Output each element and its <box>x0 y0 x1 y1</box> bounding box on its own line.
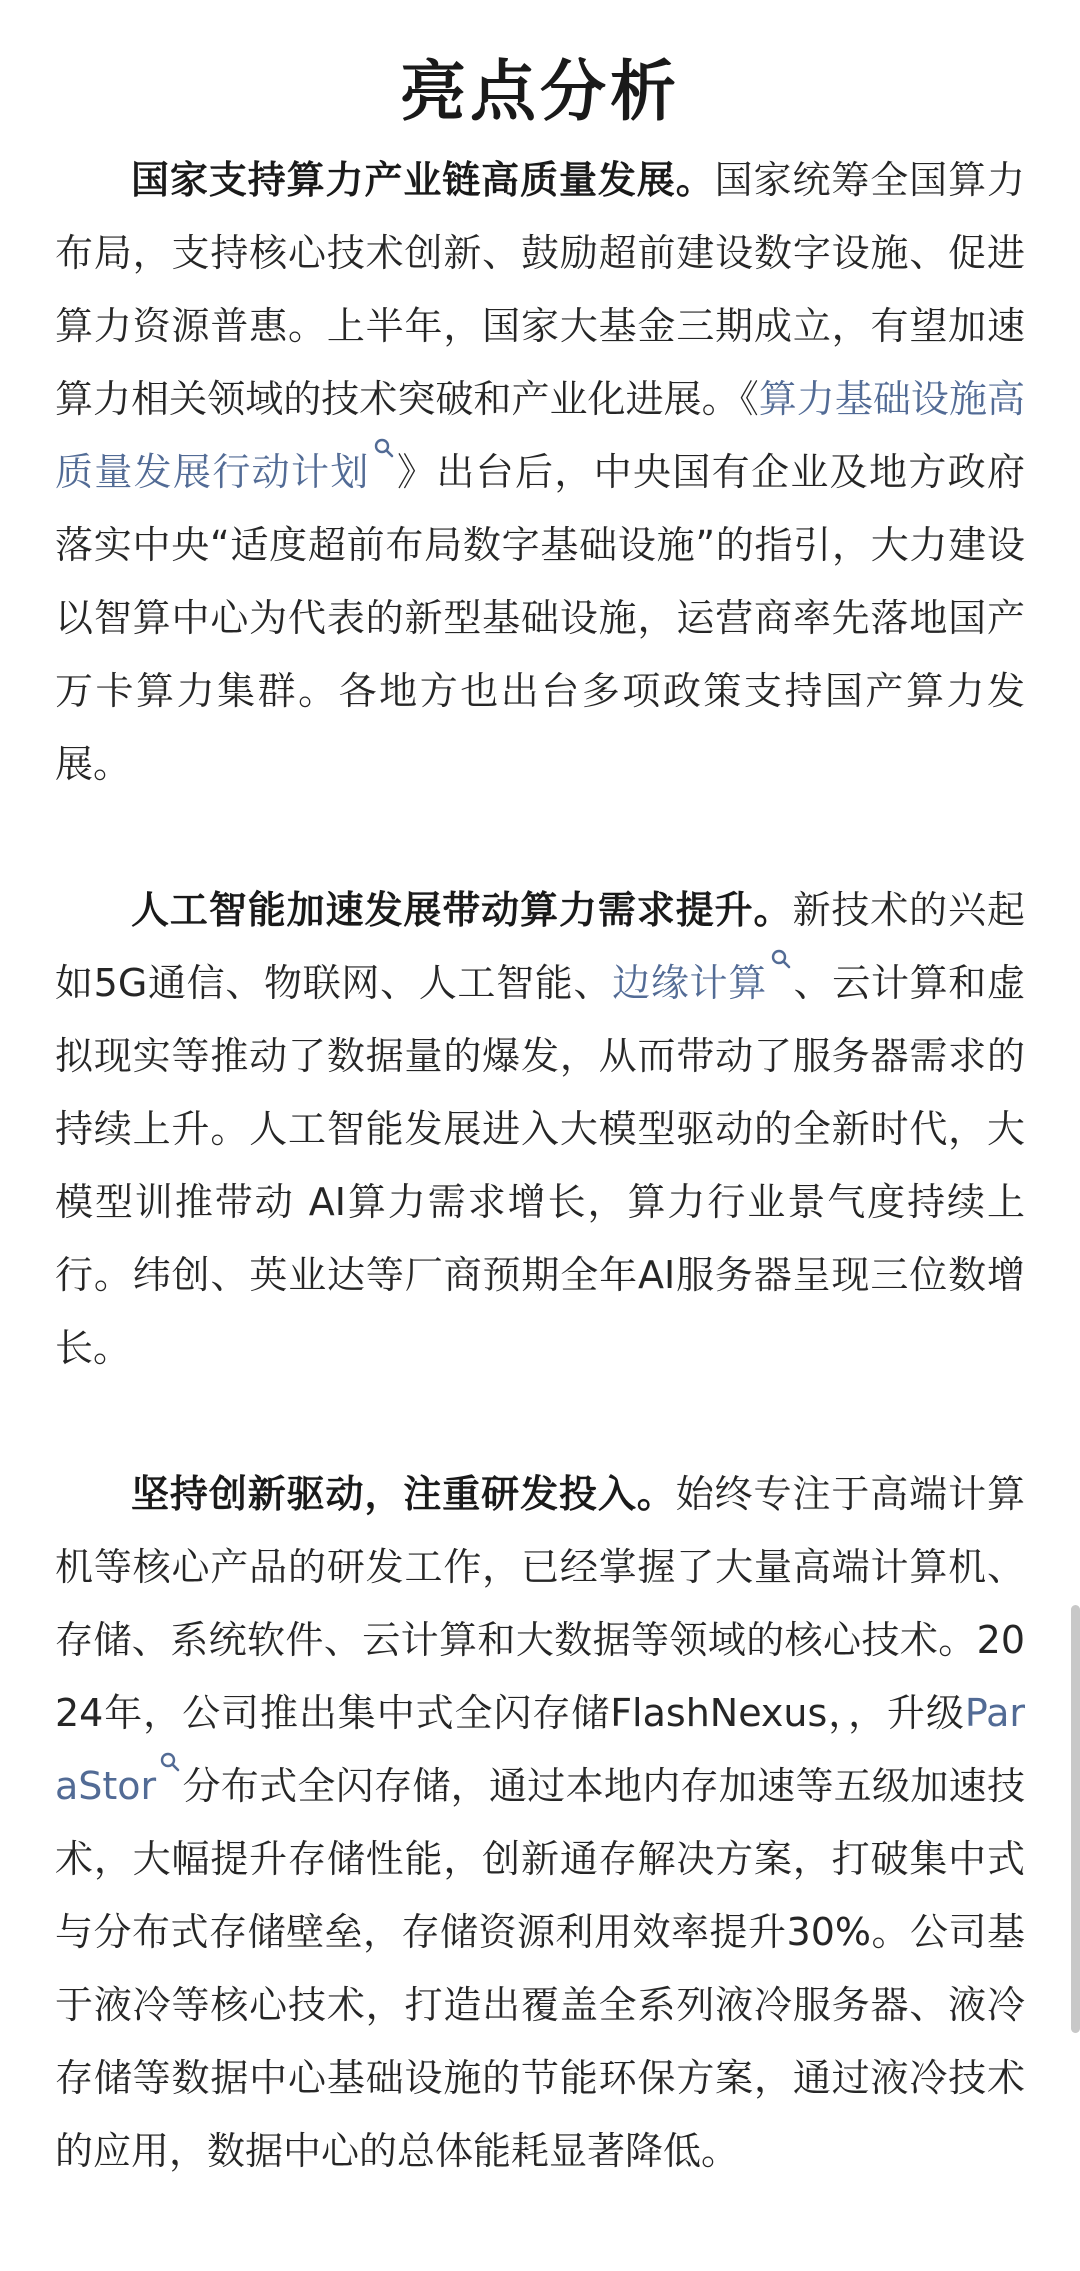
search-icon[interactable] <box>159 1751 181 1773</box>
search-icon[interactable] <box>770 948 792 970</box>
paragraph-innovation <box>55 1458 1025 2188</box>
paragraph-lead: 人工智能加速发展带动算力需求提升。 <box>131 888 793 932</box>
paragraph-lead: 国家支持算力产业链高质量发展。 <box>131 158 715 202</box>
search-icon[interactable] <box>373 437 395 459</box>
paragraph-text: 国家统筹全国算力布局，支持核心技术创新、鼓励超前建设数字设施、促进算力资源普惠。上半年，国家大基金三期成立，有望加速算力相关领域的技术突破和产业化进展。《 <box>55 158 1025 421</box>
paragraph-text: 始终专注于高端计算机等核心产品的研发工作，已经掌握了大量高端计算机、存储、系统软件、云计算和大数据等领域的核心技术。2024年，公司推出集中式全闪存储FlashNexus，，升级 <box>55 1472 1025 1735</box>
search-link-parastor[interactable]: ParaStor <box>55 1691 1025 1808</box>
search-link-computing-plan[interactable]: 算力基础设施高质量发展行动计划 <box>55 377 1025 494</box>
paragraph-ai-demand <box>55 874 1025 1385</box>
paragraph-text: 分布式全闪存储，通过本地内存加速等五级加速技术，大幅提升存储性能，创新通存解决方案，打破集中式与分布式存储壁垒，存储资源利用效率提升30%。公司基于液冷等核心技术，打造出覆盖全系列液冷服务器、液冷存储等数据中心基础设施的节能环保方案，通过液冷技术的应用，数据中心的总体能耗显著降低。 <box>55 1764 1025 2173</box>
paragraph-lead: 坚持创新驱动，注重研发投入。 <box>131 1472 676 1516</box>
article <box>55 40 1025 2188</box>
paragraph-text: 新技术的兴起如5G通信、物联网、人工智能、 <box>55 888 1025 1005</box>
page-title: 亮点分析 <box>400 53 680 130</box>
search-link-edge-computing[interactable]: 边缘计算 <box>612 961 767 1005</box>
scrollbar[interactable] <box>1071 1605 1080 2033</box>
paragraph-policy <box>55 144 1025 801</box>
paragraph-text: 、云计算和虚拟现实等推动了数据量的爆发，从而带动了服务器需求的持续上升。人工智能发展进入大模型驱动的全新时代，大模型训推带动 AI算力需求增长，算力行业景气度持续上行。纬创、英业达等厂商预期全年AI服务器呈现三位数增长。 <box>55 961 1025 1370</box>
paragraph-text: 》出台后，中央国有企业及地方政府落实中央“适度超前布局数字基础设施”的指引，大力建设以智算中心为代表的新型基础设施，运营商率先落地国产万卡算力集群。各地方也出台多项政策支持国产算力发展。 <box>55 450 1025 786</box>
